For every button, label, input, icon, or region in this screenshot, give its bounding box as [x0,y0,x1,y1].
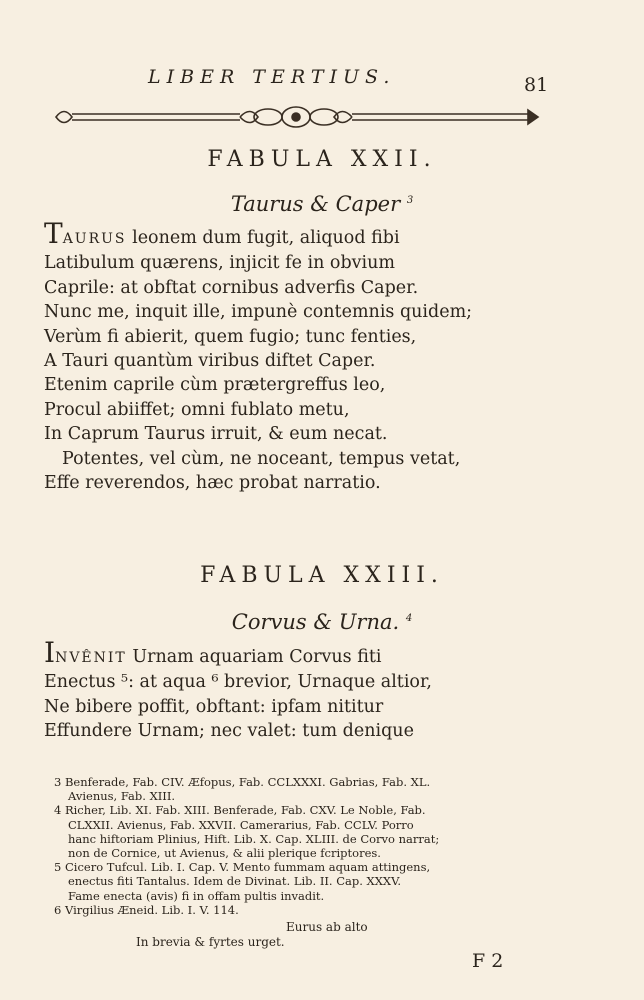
page-number: 81 [524,74,549,96]
headpiece-ornament [50,100,542,134]
verse-line: Effe reverendos, hæc probat narratio. [44,473,381,494]
fable-23-title [0,610,644,634]
verse-line: Latibulum quærens, injicit fe in obvium [44,253,395,274]
footnote-line: 5 Cicero Tufcul. Lib. I. Cap. V. Mento fummam aquam attingens, [54,860,431,875]
footnote-line: 3 Benferade, Fab. CIV. Æfopus, Fab. CCLXXXI. Gabrias, Fab. XL. [54,775,431,789]
verse-line: In Caprum Taurus irruit, & eum necat. [44,424,388,445]
running-title: LIBER TERTIUS. [148,66,396,88]
verse-line: Ne bibere poffit, obftant: ipfam nititur [44,696,384,717]
smallcaps-word: NVÊNIT [55,650,127,666]
fable-23-title-text: Corvus & Urna. [231,610,400,634]
verse-line-rest: leonem dum fugit, aliquod fibi [126,228,400,248]
footnote-line: 4 Richer, Lib. XI. Fab. XIII. Benferade, Fab. CXV. Le Noble, Fab. [54,803,426,818]
fable-23-heading: FABULA XXIII. [200,563,444,588]
footnote-line: Fame enecta (avis) fi in offam pultis invadit. [68,888,325,903]
footnote-line: 6 Virgilius Æneid. Lib. I. V. 114. [54,902,239,917]
verse-line: Nunc me, inquit ille, impunè contemnis quidem; [44,302,473,323]
footnote-line: CLXXII. Avienus, Fab. XXVII. Camerarius, Fab. CCLV. Porro [68,817,414,832]
footnote-line: Avienus, Fab. XIII. [68,789,176,804]
fable-22-verse [44,217,584,495]
quotation-lines [136,920,396,950]
drop-cap: I [44,636,56,669]
footnote-line: hanc hiftoriam Plinius, Hift. Lib. X. Cap. XLIII. de Corvo narrat; [68,831,440,846]
quotation-line: Eurus ab alto [286,920,368,934]
fable-23-note-ref: 4 [405,613,413,624]
drop-cap: T [44,217,63,250]
footnotes [54,775,554,917]
footnote-line: enectus fiti Tantalus. Idem de Divinat. Lib. II. Cap. XXXV. [68,874,402,889]
verse-line: Potentes, vel cùm, ne noceant, tempus vetat, [62,448,461,469]
fable-22-heading: FABULA XXII. [207,147,437,172]
verse-line: A Tauri quantùm viribus diftet Caper. [44,351,376,372]
verse-line: Caprile: at obftat cornibus adverfis Caper. [44,277,419,298]
fable-22-title-text: Taurus & Caper [230,192,401,216]
verse-line: Effundere Urnam; nec valet: tum denique [44,721,414,742]
fable-22-title [0,192,644,216]
verse-line-rest: Urnam aquariam Corvus fiti [126,647,382,667]
fable-23-verse [44,636,584,744]
signature-mark: F 2 [472,950,504,972]
verse-line [44,636,584,670]
verse-line [44,217,584,251]
running-head [0,66,644,96]
footnote-line: non de Cornice, ut Avienus, & alii plerique fcriptores. [68,846,381,861]
fable-22-note-ref: 3 [406,195,414,206]
verse-line: Enectus ⁵: at aqua ⁶ brevior, Urnaque altior, [44,672,432,693]
smallcaps-word: AURUS [62,231,127,247]
verse-line: Etenim caprile cùm prætergreffus leo, [44,375,386,396]
verse-line: Procul abiiffet; omni fublato metu, [44,399,350,420]
quotation-line: In brevia & fyrtes urget. [136,935,285,949]
verse-line: Verùm fi abierit, quem fugio; tunc fenties, [44,326,417,347]
